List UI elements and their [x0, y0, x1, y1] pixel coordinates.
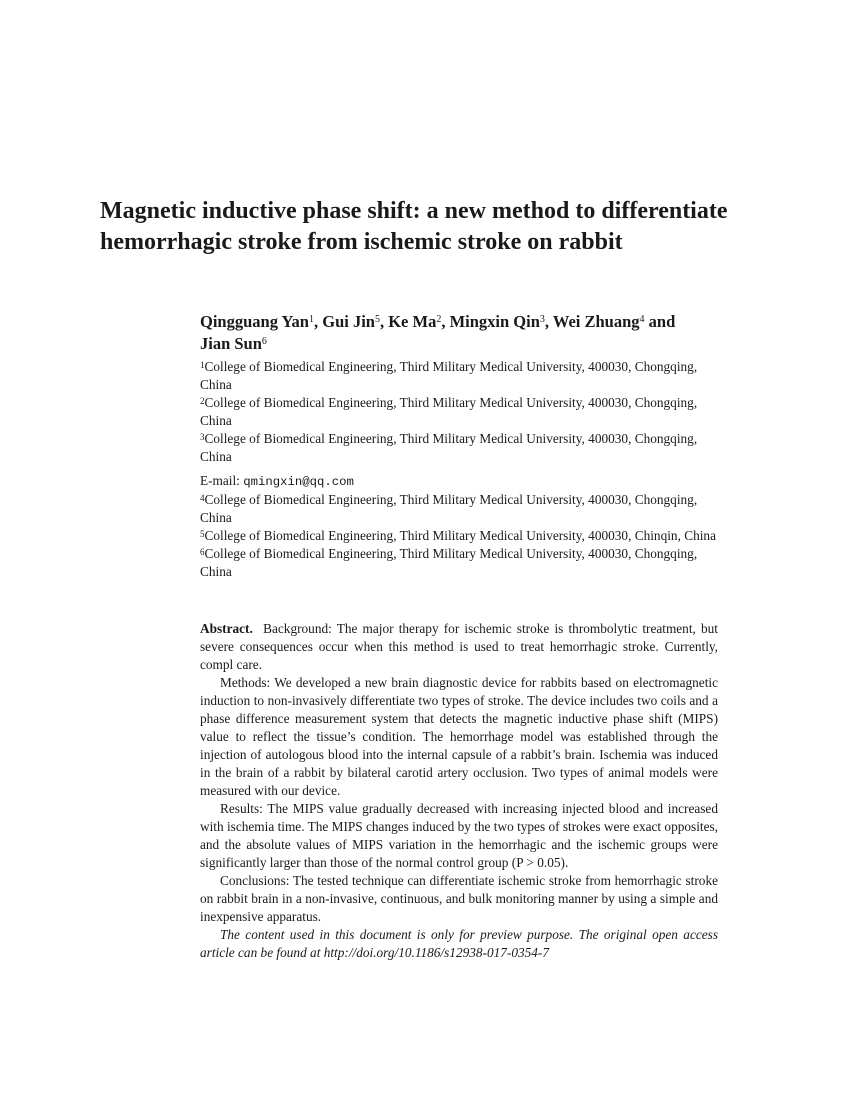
affiliation-mark: 1	[200, 360, 205, 370]
affiliation-item	[200, 491, 720, 527]
author-separator: ,	[544, 312, 553, 331]
email-address[interactable]: qmingxin@qq.com	[243, 475, 354, 489]
author-separator: ,	[313, 312, 323, 331]
affiliation-mark: 6	[200, 547, 205, 557]
author-affiliation-mark: 3	[539, 314, 545, 325]
affiliation-text: College of Biomedical Engineering, Third Military Medical University, 400030, Chongqing, China	[200, 395, 698, 428]
author-affiliation-mark: 5	[374, 314, 380, 325]
affiliation-mark: 5	[200, 529, 205, 539]
abstract-background: Abstract. Background: The major therapy for ischemic stroke is thrombolytic treatment, but severe consequences occur when this method is used to treat hemorrhagic stroke. Currently, compl care.	[200, 621, 718, 672]
abstract-label: Abstract.	[200, 621, 253, 636]
abstract-conclusions: Conclusions: The tested technique can differentiate ischemic stroke from hemorrhagic stroke on rabbit brain in a non-invasive, continuous, and bulk monitoring manner by using a simple and inexpensive apparatus.	[200, 873, 718, 924]
abstract-results: Results: The MIPS value gradually decreased with increasing injected blood and increased with ischemia time. The MIPS changes induced by the two types of strokes were exact opposites, and the absolute values of MIPS variation in the hemorrhagic and the ischemic groups were significantly larger than those of the normal control group (P > 0.05).	[200, 801, 718, 870]
author-list	[200, 311, 700, 355]
affiliation-text: College of Biomedical Engineering, Third Military Medical University, 400030, Chinqin, China	[204, 528, 716, 543]
paper-title: Magnetic inductive phase shift: a new method to differentiate hemorrhagic stroke from ischemic stroke on rabbit	[100, 198, 728, 255]
affiliation-text: College of Biomedical Engineering, Third Military Medical University, 400030, Chongqing, China	[200, 431, 698, 464]
affiliation-text: College of Biomedical Engineering, Third Military Medical University, 400030, Chongqing, China	[200, 359, 698, 392]
abstract	[200, 620, 718, 962]
email-line	[200, 472, 720, 491]
author-separator: ,	[441, 312, 450, 331]
author-name: Mingxin Qin	[449, 312, 540, 331]
author-affiliation-mark: 1	[308, 314, 314, 325]
affiliation-item	[200, 527, 720, 545]
author-name: Jian Sun	[200, 334, 262, 353]
affiliation-item	[200, 394, 720, 430]
author-affiliation-mark: 4	[639, 314, 645, 325]
affiliation-item	[200, 430, 720, 466]
author-name: Ke Ma	[388, 312, 437, 331]
abstract-methods: Methods: We developed a new brain diagnostic device for rabbits based on electromagnetic induction to non-invasively differentiate two types of stroke. The device includes two coils and a phase difference measurement system that detects the magnetic inductive phase shift (MIPS) value to reflect the tissue’s condition. The hemorrhage model was established through the injection of autologous blood into the internal capsule of a rabbit’s brain. Ischemia was induced in the brain of a rabbit by bilateral carotid artery occlusion. Two types of animal models were measured with our device.	[200, 675, 718, 798]
author-affiliation-mark: 2	[436, 314, 442, 325]
affiliation-text: College of Biomedical Engineering, Third Military Medical University, 400030, Chongqing, China	[200, 546, 698, 579]
author-separator: and	[644, 312, 676, 331]
affiliation-item	[200, 545, 720, 581]
affiliation-item	[200, 358, 720, 394]
affiliation-mark: 4	[200, 493, 205, 503]
affiliation-text: College of Biomedical Engineering, Third Military Medical University, 400030, Chongqing, China	[200, 492, 698, 525]
affiliation-mark: 2	[200, 396, 205, 406]
affiliation-mark: 3	[200, 432, 205, 442]
preview-note: The content used in this document is only for preview purpose. The original open access article can be found at http://doi.org/10.1186/s12938-017-0354-7	[200, 927, 718, 960]
author-name: Gui Jin	[322, 312, 375, 331]
email-label: E-mail:	[200, 473, 244, 488]
author-name: Qingguang Yan	[200, 312, 309, 331]
author-separator: ,	[379, 312, 389, 331]
author-affiliation-mark: 6	[261, 336, 267, 347]
affiliations-block	[200, 358, 720, 581]
author-name: Wei Zhuang	[552, 312, 640, 331]
